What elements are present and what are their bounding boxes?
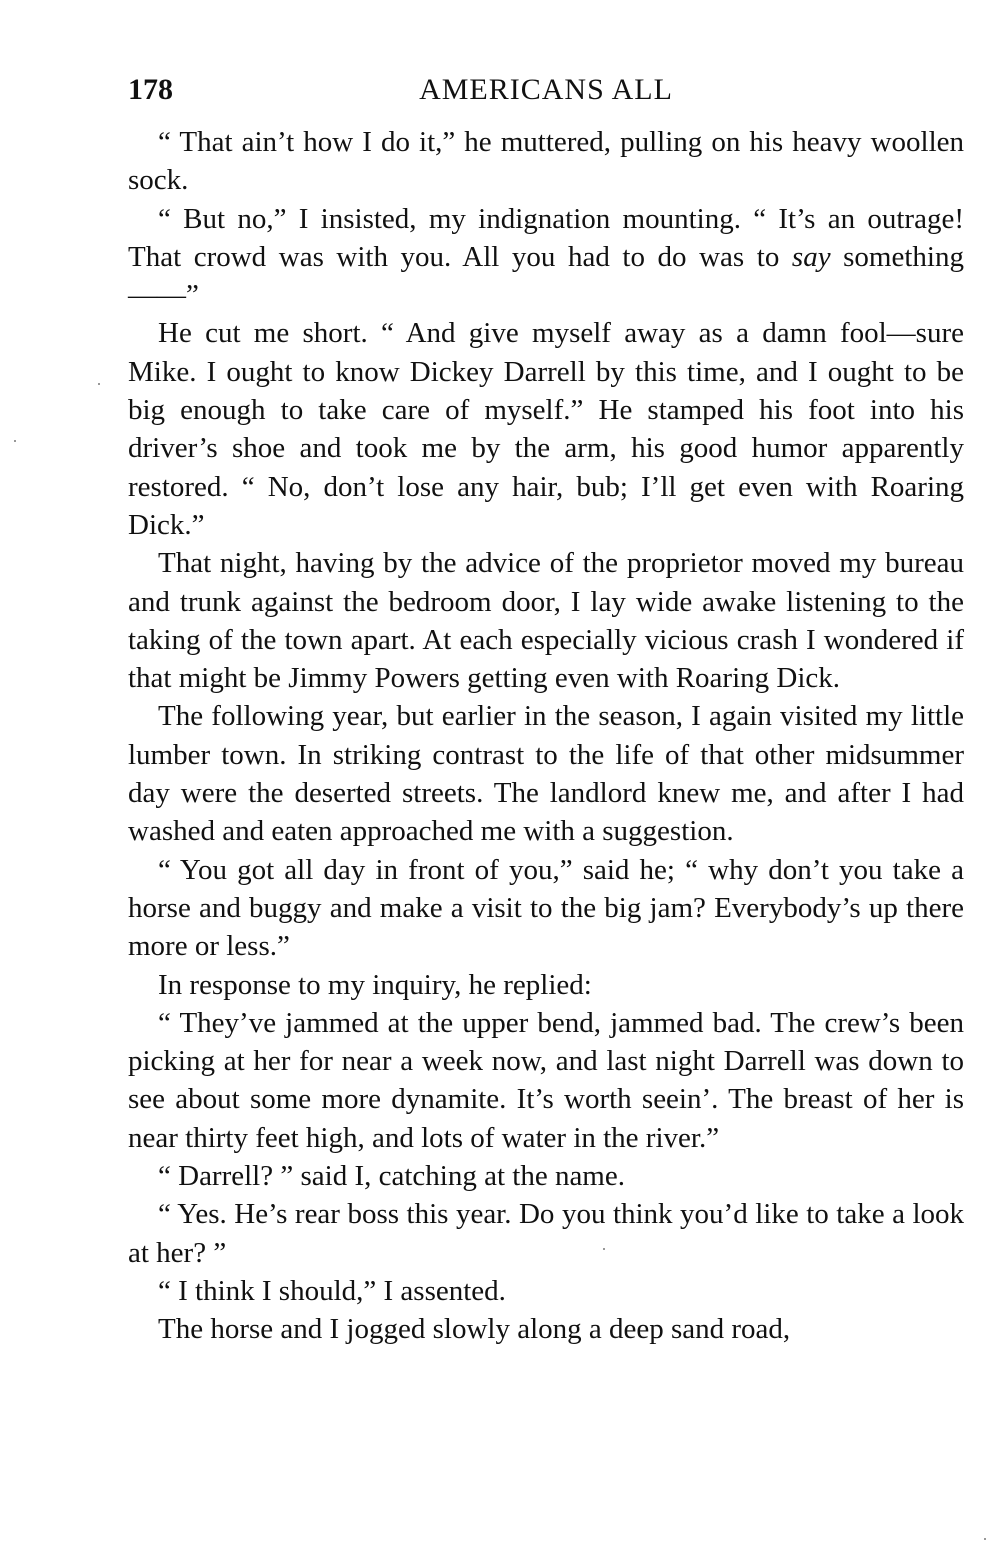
paragraph: “ They’ve jammed at the upper bend, jammed bad. The crew’s been picking at her for near a week now, and last night Darrell was down to see about some more dynamite. It’s worth seein’. The breast of her is near thirty feet high, and lots of water in the river.” [128,1006,964,1154]
book-page [128,68,964,1349]
paragraph: He cut me short. “ And give myself away as a damn fool—sure Mike. I ought to know Dickey Darrell by this time, and I ought to be big enough to take care of myself.” He stamped his foot into his driver’s shoe and took me by the arm, his good humor apparently restored. “ No, don’t lose any hair, bub; I’ll get even with Roaring Dick.” [128,317,964,541]
scan-speck [603,1248,605,1250]
paragraph: “ I think I should,” I assented. [158,1274,506,1307]
paragraph: That night, having by the advice of the proprietor moved my bureau and trunk against the bedroom door, I lay wide awake listening to the taking of the town apart. At each especially vicious crash I wondered if that might be Jimmy Powers getting even with Roaring Dick. [128,547,964,695]
paragraph: “ You got all day in front of you,” said he; “ why don’t you take a horse and buggy and make a visit to the big jam? Everybody’s up there more or less.” [128,853,964,963]
emphasis-text: say [791,240,831,273]
paragraph-text: something——” [128,240,964,312]
paragraph-text: “ But no,” I insisted, my indignation mounting. “ It’s an outrage! That crowd was with you. All you had to do was to [128,202,964,273]
body-text [128,123,964,1349]
scan-speck [984,1538,986,1540]
paragraph: “ Darrell? ” said I, catching at the name. [158,1160,625,1193]
scan-speck [98,383,100,385]
paragraph: The following year, but earlier in the season, I again visited my little lumber town. In striking contrast to the life of that other midsummer day were the deserted streets. The landlord knew me, and after I had washed and eaten approached me with a suggestion. [128,700,964,848]
paragraph: “ That ain’t how I do it,” he muttered, pulling on his heavy woollen sock. [128,126,964,197]
page-number: 178 [128,73,173,106]
paragraph: “ Yes. He’s rear boss this year. Do you think you’d like to take a look at her? ” [128,1198,964,1269]
paragraph [128,200,964,315]
running-head: AMERICANS ALL [419,73,673,106]
paragraph: The horse and I jogged slowly along a deep sand road, [158,1313,791,1346]
paragraph: In response to my inquiry, he replied: [158,968,592,1001]
scan-speck [14,440,16,442]
page-header [128,68,964,116]
